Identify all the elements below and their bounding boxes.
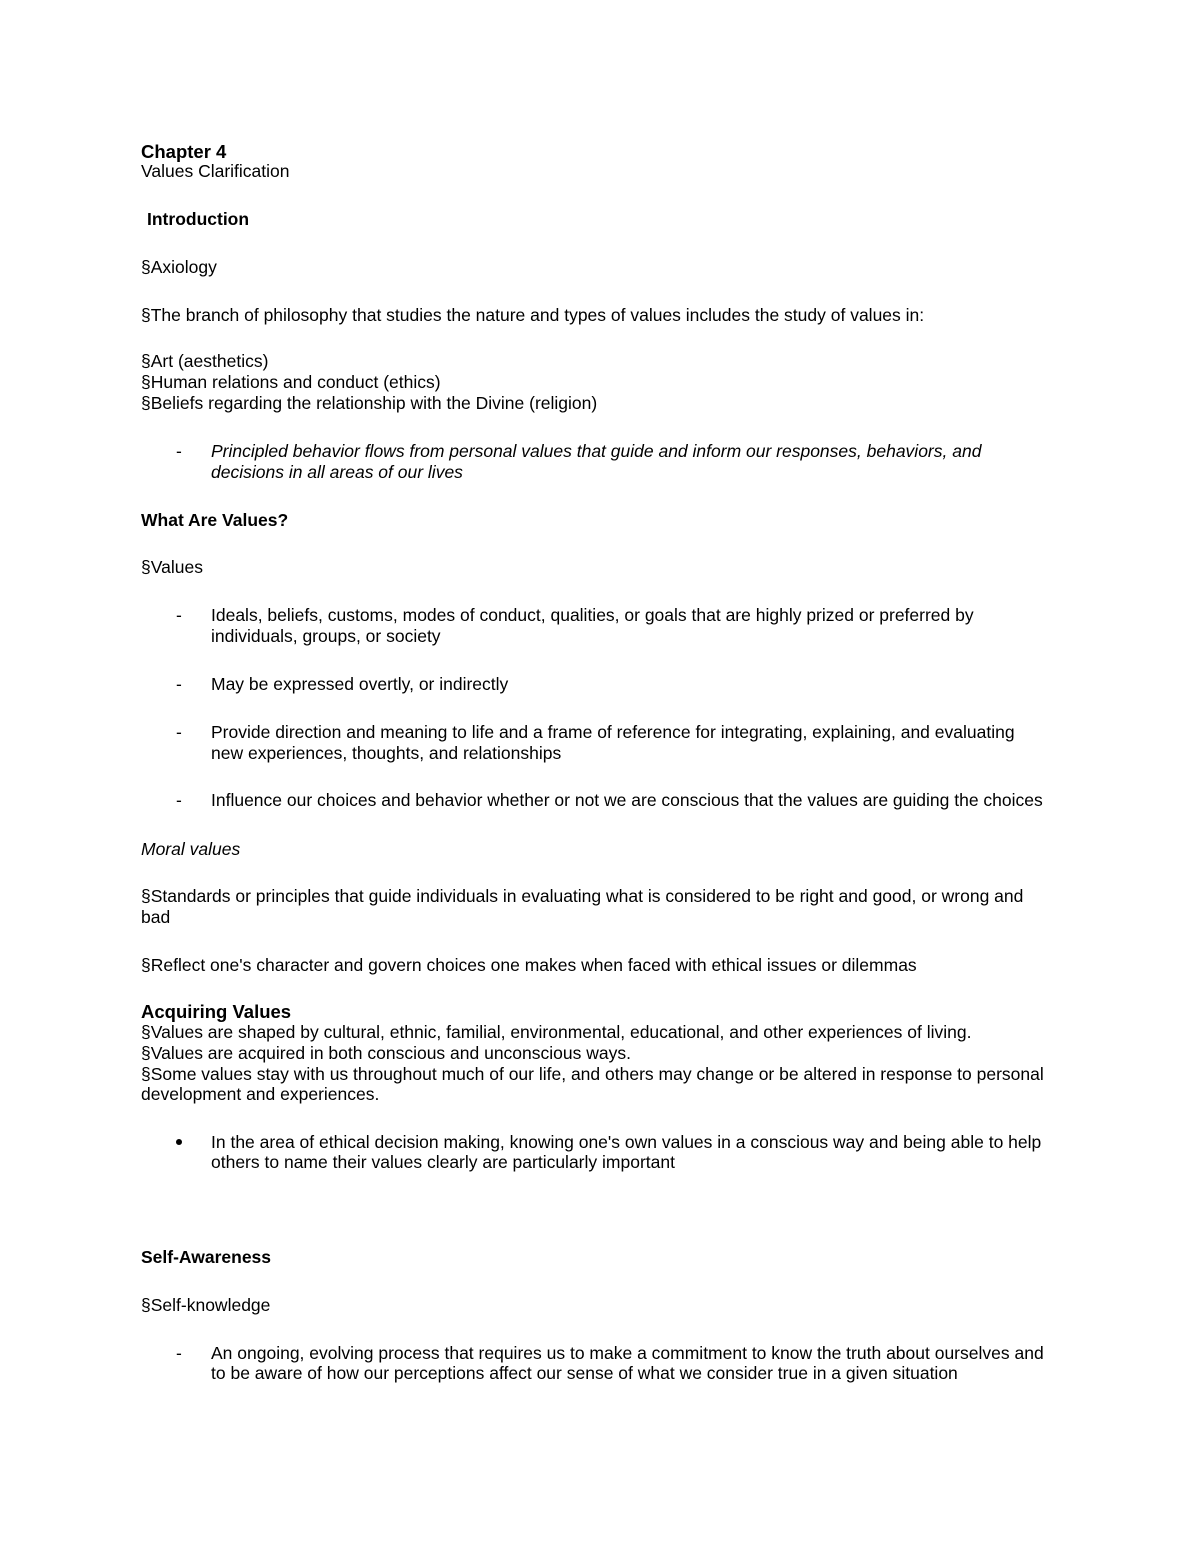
standards-line1: §Standards or principles that guide individuals in evaluating what is considered to be right and good, or wrong and xyxy=(141,886,1024,906)
self-knowledge-line2: to be aware of how our perceptions affect our sense of what we consider true in a given situation xyxy=(211,1363,958,1383)
moral-values-heading: Moral values xyxy=(141,839,241,859)
values-point-3-line1: Provide direction and meaning to life and a frame of reference for integrating, explaining, and evaluating xyxy=(211,722,1015,742)
dash-marker: - xyxy=(176,722,182,742)
self-knowledge-line1: An ongoing, evolving process that requires us to make a commitment to know the truth about ourselves and xyxy=(211,1343,1044,1363)
dash-marker: - xyxy=(176,1343,182,1363)
principled-behavior-line2: decisions in all areas of our lives xyxy=(211,462,463,482)
acquiring-line-3: §Some values stay with us throughout much of our life, and others may change or be altered in response to personal xyxy=(141,1064,1044,1084)
values-point-4: Influence our choices and behavior whether or not we are conscious that the values are guiding the choices xyxy=(211,790,1043,810)
list-item-beliefs: §Beliefs regarding the relationship with the Divine (religion) xyxy=(141,393,598,413)
dash-marker: - xyxy=(176,441,182,461)
standards-line2: bad xyxy=(141,907,171,927)
principled-behavior-line1: Principled behavior flows from personal values that guide and inform our responses, behaviors, and xyxy=(211,441,982,461)
introduction-heading: Introduction xyxy=(147,209,250,229)
dash-marker: - xyxy=(176,605,182,625)
values-point-3-line2: new experiences, thoughts, and relationships xyxy=(211,743,562,763)
self-awareness-heading: Self-Awareness xyxy=(141,1247,272,1267)
acquiring-values-heading: Acquiring Values xyxy=(141,1001,292,1022)
dash-marker: - xyxy=(176,674,182,694)
values-label: §Values xyxy=(141,557,203,577)
values-point-2: May be expressed overtly, or indirectly xyxy=(211,674,509,694)
values-point-1-line1: Ideals, beliefs, customs, modes of conduct, qualities, or goals that are highly prized or preferred by xyxy=(211,605,974,625)
philosophy-branch-text: §The branch of philosophy that studies the nature and types of values includes the study of values in: xyxy=(141,305,925,325)
list-item-art: §Art (aesthetics) xyxy=(141,351,269,371)
values-point-1-line2: individuals, groups, or society xyxy=(211,626,441,646)
acquiring-line-4: development and experiences. xyxy=(141,1084,380,1104)
ethical-bullet-line1: In the area of ethical decision making, knowing one's own values in a conscious way and being able to help xyxy=(211,1132,1042,1152)
bullet-dot xyxy=(176,1139,182,1145)
what-are-values-heading: What Are Values? xyxy=(141,510,289,530)
chapter-subtitle: Values Clarification xyxy=(141,161,290,181)
acquiring-line-1: §Values are shaped by cultural, ethnic, familial, environmental, educational, and other experiences of living. xyxy=(141,1022,972,1042)
self-knowledge-label: §Self-knowledge xyxy=(141,1295,271,1315)
list-item-human-relations: §Human relations and conduct (ethics) xyxy=(141,372,441,392)
acquiring-line-2: §Values are acquired in both conscious and unconscious ways. xyxy=(141,1043,631,1063)
reflect-text: §Reflect one's character and govern choices one makes when faced with ethical issues or dilemmas xyxy=(141,955,917,975)
chapter-title: Chapter 4 xyxy=(141,141,227,162)
ethical-bullet-line2: others to name their values clearly are particularly important xyxy=(211,1152,675,1172)
dash-marker: - xyxy=(176,790,182,810)
axiology-item: §Axiology xyxy=(141,257,217,277)
